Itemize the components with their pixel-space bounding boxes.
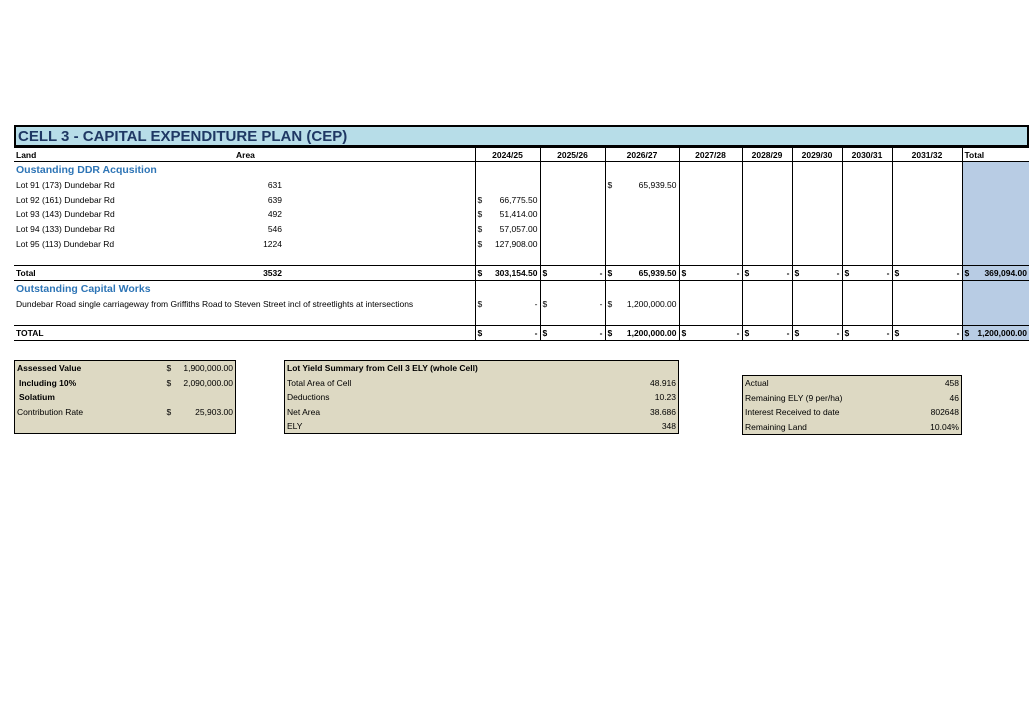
table-row: Interest Received to date 802648 [745,407,959,418]
header-year: 2029/30 [792,148,842,162]
table-row: Net Area 38.686 [287,406,677,417]
land-cell: Lot 95 (113) Dundebar Rd [16,238,115,249]
area-cell: 1224 [263,238,282,249]
header-year: 2024/25 [475,148,540,162]
grand-total-row: TOTAL $ - $ - $ 1,200,000.00 $ - $ - $ - $ - $ - $ 1,200,000.00 [14,326,1029,341]
table-row [14,236,1029,251]
value-cell: $ 66,775.50 [475,192,540,207]
area-cell: 492 [267,209,282,220]
section-row [14,280,1029,296]
area-cell: 631 [267,179,282,190]
table-row: Remaining ELY (9 per/ha) 46 [745,392,959,403]
spacer-row [14,311,1029,326]
area-cell: 639 [267,194,282,205]
grand-total-total: $ 1,200,000.00 [962,326,1029,341]
table-row: ELY 348 [287,421,677,432]
table-row: Remaining Land 10.04% [745,421,959,432]
header-year: 2030/31 [842,148,892,162]
header-area: Area [234,148,284,162]
table-row: Assessed Value $ 1,900,000.00 [17,363,233,374]
table-row [14,178,1029,193]
table-row [14,192,1029,207]
header-year: 2026/27 [605,148,679,162]
actual-box [742,375,962,435]
table-row [14,222,1029,237]
header-row [14,148,1029,162]
header-year: 2025/26 [540,148,605,162]
lot-yield-title: Lot Yield Summary from Cell 3 ELY (whole Cell) [287,363,478,374]
spacer-row [14,251,1029,266]
table-row: Total Area of Cell 48.916 [287,377,677,388]
section-label: Outstanding Capital Works [16,282,151,295]
total-label: Total [14,266,234,281]
sheet-title-bar [14,125,1029,147]
header-total: Total [962,148,1029,162]
value-cell: $ 51,414.00 [475,207,540,222]
section-row [14,162,1029,178]
land-cell: Lot 94 (133) Dundebar Rd [16,223,115,234]
land-cell: Lot 92 (161) Dundebar Rd [16,194,115,205]
header-year: 2027/28 [679,148,742,162]
table-row: Contribution Rate $ 25,903.00 [17,406,233,417]
table-row [285,361,679,376]
header-land: Land [14,148,234,162]
table-row: Actual 458 [745,378,959,389]
total-label: TOTAL [14,326,234,341]
section-label: Oustanding DDR Acqusition [16,163,157,176]
value-cell: $ 65,939.50 [605,178,679,193]
value-cell: $ 127,908.00 [475,236,540,251]
total-total: $ 369,094.00 [962,266,1029,281]
total-row: Total 3532 $ 303,154.50 $ - $ 65,939.50 $ - $ - $ - $ - $ - $ 369,094.00 [14,266,1029,281]
table-row: Including 10% $ 2,090,000.00 [19,377,233,388]
table-row [14,207,1029,222]
table-row: Deductions 10.23 [287,392,677,403]
value-cell: $ 57,057.00 [475,222,540,237]
area-cell: 546 [267,223,282,234]
land-cell: Lot 93 (143) Dundebar Rd [16,209,115,220]
lot-yield-box [284,360,679,434]
land-cell: Lot 91 (173) Dundebar Rd [16,179,115,190]
cep-table [14,147,1029,341]
header-year: 2028/29 [742,148,792,162]
table-row: Dundebar Road single carriageway from Griffiths Road to Steven Street incl of streetlights at intersections $ - $ - $ 1,200,000.00 [14,296,1029,311]
works-description: Dundebar Road single carriageway from Griffiths Road to Steven Street incl of streetlights at intersections [16,298,414,309]
assessed-value-box [14,360,236,434]
total-area: 3532 [234,266,284,281]
header-year: 2031/32 [892,148,962,162]
table-row: Solatium [19,392,55,403]
sheet-title: CELL 3 - CAPITAL EXPENDITURE PLAN (CEP) [18,128,348,145]
